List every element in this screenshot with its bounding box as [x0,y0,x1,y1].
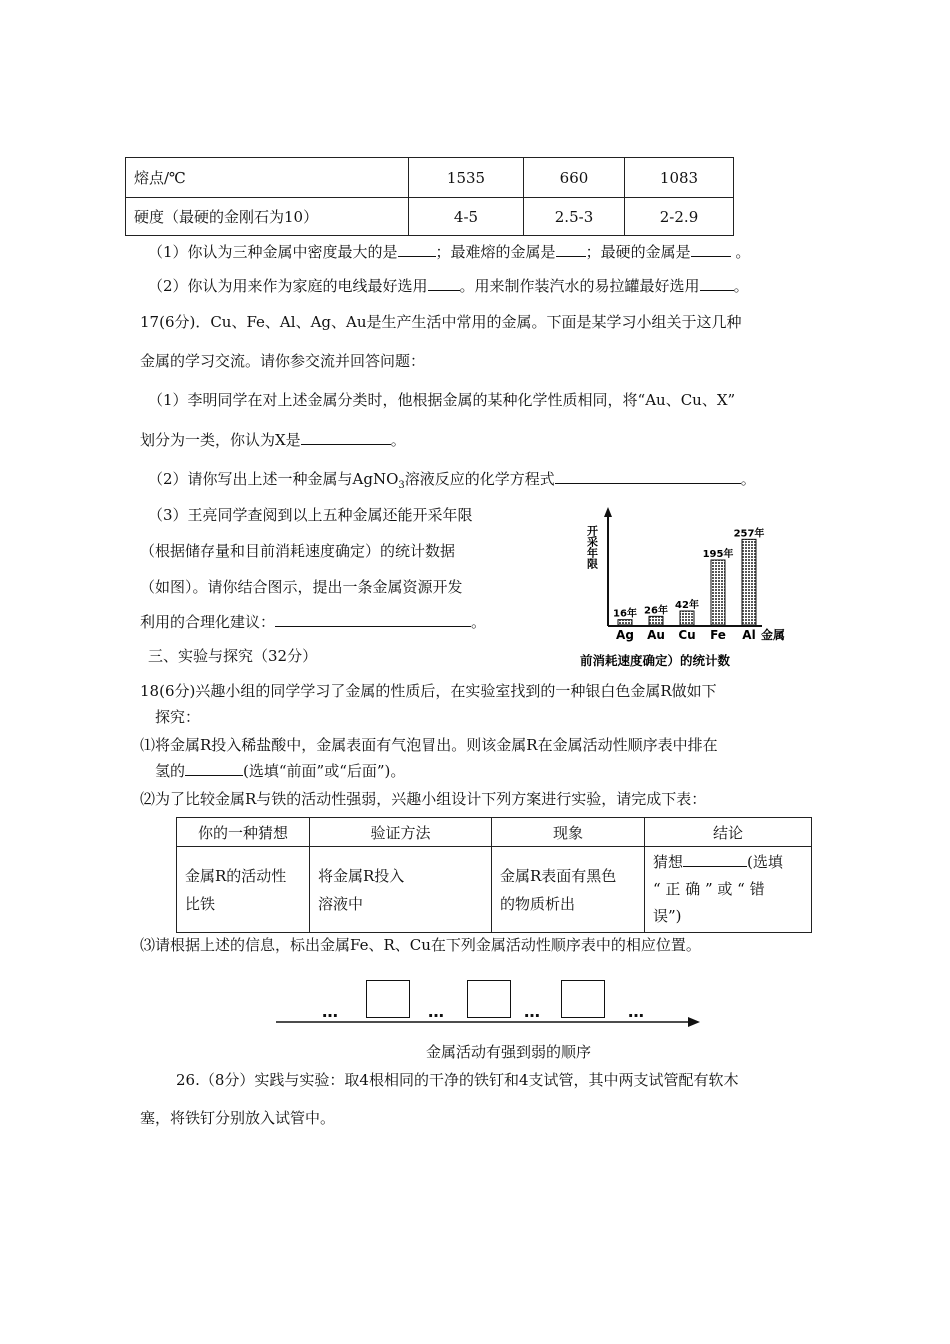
cell: 2-2.9 [625,198,734,236]
ellipsis: … [322,1002,338,1021]
tick-label-ag: Ag [616,628,634,642]
bar-fe [711,560,725,625]
answer-blank[interactable] [555,469,741,484]
cell: 1083 [625,158,734,198]
answer-blank[interactable] [275,612,471,627]
data-label-fe: 195年 [702,549,734,560]
q18-intro-1: 18(6分)兴趣小组的同学学习了金属的性质后，在实验室找到的一种银白色金属R做如下 [140,682,717,700]
q17-s3-b: （根据储存量和目前消耗速度确定）的统计数据 [140,542,456,560]
header-method: 验证方法 [310,818,492,847]
activity-arrow [274,1016,704,1028]
q18-s1-b: 氢的 (选填“前面”或“后面”)。 [155,762,406,780]
q17-s3-c: （如图）。请你结合图示，提出一条金属资源开发 [140,578,463,596]
properties-table [125,157,734,236]
cell: 1535 [409,158,524,198]
data-label-cu: 42年 [675,600,699,611]
header-conclusion: 结论 [645,818,812,847]
bar-ag [618,620,632,625]
header-phenomenon: 现象 [492,818,645,847]
q17-intro-2: 金属的学习交流。请你参交流并回答问题： [140,352,426,370]
q18-s3: ⑶请根据上述的信息，标出金属Fe、R、Cu在下列金属活动性顺序表中的相应位置。 [140,936,701,954]
bar-al [742,539,756,625]
tick-label-al: Al [742,628,756,642]
tick-label-fe: Fe [710,628,726,642]
data-label-ag: 16年 [613,608,637,620]
q17-intro-1: 17(6分)．Cu、Fe、Al、Ag、Au是生产生活中常用的金属。下面是某学习小组关于这几种 [140,313,742,331]
cell-conclusion: 猜想 (选填 “ 正 确 ” 或 “ 错 误”) [645,847,812,933]
bar-cu [680,611,694,625]
answer-box-3[interactable] [561,980,605,1018]
answer-box-1[interactable] [366,980,410,1018]
y-axis-label: 开采年限 [585,525,599,569]
answer-blank[interactable] [683,852,747,867]
q16-line1: （1）你认为三种金属中密度最大的是 ；最难熔的金属是 ；最硬的金属是 。 [148,243,751,261]
answer-blank[interactable] [398,242,436,257]
section-3-heading: 三、实验与探究（32分） [148,647,318,665]
ellipsis: … [524,1002,540,1021]
bar-au [649,616,663,625]
tick-label-au: Au [647,628,665,642]
q26-line1: 26.（8分）实践与实验：取4根相同的干净的铁钉和4支试管，其中两支试管配有软木 [176,1071,739,1089]
header-guess: 你的一种猜想 [177,818,310,847]
answer-blank[interactable] [700,276,734,291]
mining-years-bar-chart [580,505,830,675]
data-label-al: 257年 [733,528,765,540]
cell: 2.5-3 [524,198,625,236]
q18-s1-a: ⑴将金属R投入稀盐酸中，金属表面有气泡冒出。则该金属R在金属活动性顺序表中排在 [140,736,718,754]
q18-intro-2: 探究： [155,708,201,726]
answer-blank[interactable] [185,761,243,776]
cell-phenomenon: 金属R表面有黑色 的物质析出 [492,847,645,933]
ellipsis: … [428,1002,444,1021]
chart-caption: 前消耗速度确定）的统计数 [580,653,731,668]
q18-s2: ⑵为了比较金属R与铁的活动性强弱，兴趣小组设计下列方案进行实验，请完成下表： [140,790,707,808]
q17-s3-a: （3）王亮同学查阅到以上五种金属还能开采年限 [148,506,473,524]
q17-s2: （2）请你写出上述一种金属与AgNO$_3$溶液反应的化学方程式 。 [148,470,756,491]
q17-s3-d: 利用的合理化建议： 。 [140,613,487,631]
answer-blank[interactable] [691,242,731,257]
cell-guess: 金属R的活动性 比铁 [177,847,310,933]
row-label: 硬度（最硬的金刚石为10） [126,198,409,236]
q16-line2: （2）你认为用来作为家庭的电线最好选用 。用来制作装汽水的易拉罐最好选用 。 [148,277,749,295]
answer-blank[interactable] [428,276,460,291]
q26-line2: 塞，将铁钉分别放入试管中。 [140,1109,336,1127]
tick-label-cu: Cu [678,628,696,642]
answer-box-2[interactable] [467,980,511,1018]
activity-caption: 金属活动有强到弱的顺序 [426,1043,592,1061]
x-axis-label: 金属 [761,628,786,642]
q17-s1-a: （1）李明同学在对上述金属分类时，他根据金属的某种化学性质相同，将“Au、Cu、X” [148,391,736,409]
data-label-au: 26年 [644,605,668,617]
experiment-table [176,817,812,933]
cell: 4-5 [409,198,524,236]
ellipsis: … [628,1002,644,1021]
answer-blank[interactable] [556,242,586,257]
cell-method: 将金属R投入 溶液中 [310,847,492,933]
q17-s1-b: 划分为一类，你认为X是 。 [140,431,406,449]
cell: 660 [524,158,625,198]
row-label: 熔点/℃ [126,158,409,198]
answer-blank[interactable] [301,430,391,445]
y-axis-arrow [604,507,612,517]
